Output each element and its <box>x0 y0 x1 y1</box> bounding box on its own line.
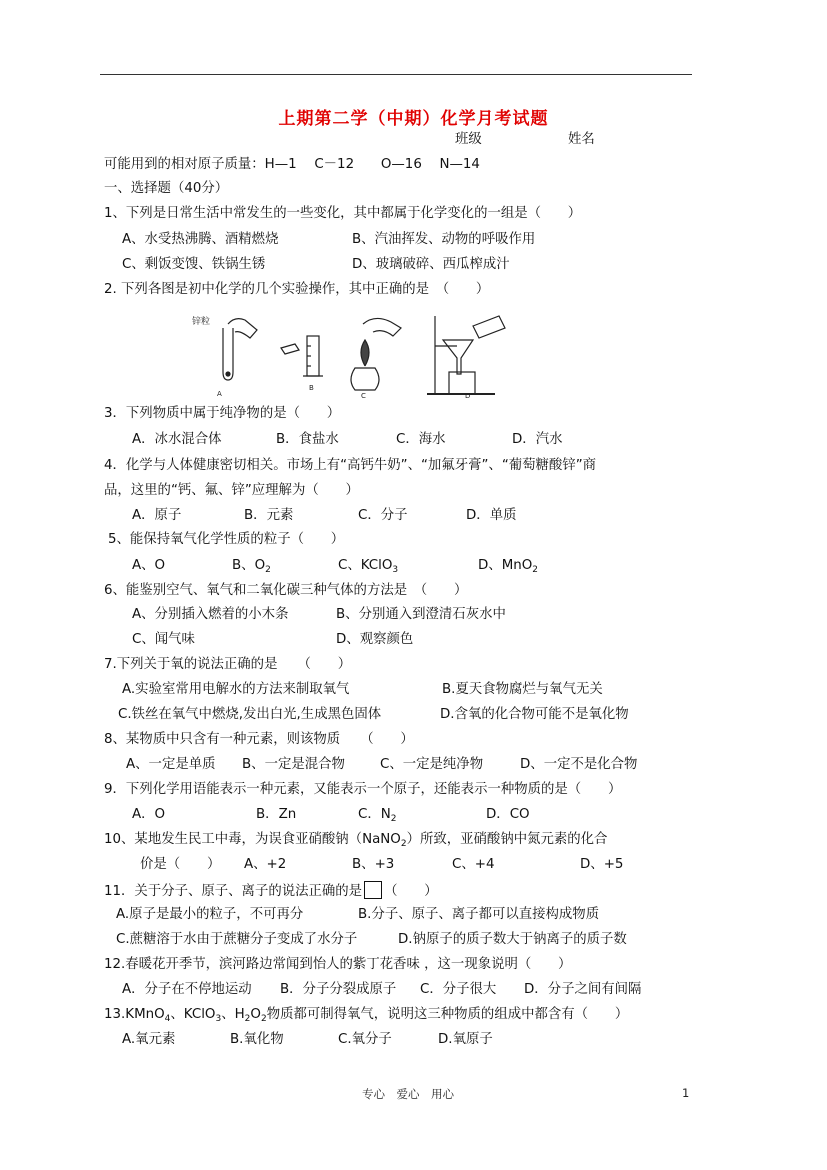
fig-zinc-label: 锌粒 <box>192 317 211 327</box>
q10-option-c: C、+4 <box>452 857 495 872</box>
q3-option-d: D．汽水 <box>512 432 563 447</box>
alcohol-lamp-c <box>351 368 379 390</box>
q4-option-d: D．单质 <box>466 508 517 523</box>
q8-stem: 8、某物质中只含有一种元素，则该物质 （ ） <box>104 732 414 747</box>
hand-a <box>228 319 257 338</box>
q9-stem: 9．下列化学用语能表示一种元素，又能表示一个原子，还能表示一种物质的是（ ） <box>104 782 622 797</box>
q7-option-c: C.铁丝在氧气中燃烧,发出白光,生成黑色固体 <box>118 707 382 722</box>
q3-option-a: A．冰水混合体 <box>132 432 222 447</box>
q1-option-b: B、汽油挥发、动物的呼吸作用 <box>352 232 536 247</box>
q11-option-c: C.蔗糖溶于水由于蔗糖分子变成了水分子 <box>116 932 358 947</box>
answer-box <box>364 881 382 899</box>
q10-stem: 10、某地发生民工中毒，为误食亚硝酸钠（NaNO$_2$）所致，亚硝酸钠中氮元素的化合 <box>104 832 608 849</box>
q5-option-c: C、KClO$_3$ <box>338 558 399 575</box>
atomic-masses: 可能用到的相对原子质量：H—1 C－12 O—16 N—14 <box>104 157 480 172</box>
q3-option-c: C．海水 <box>396 432 446 447</box>
q9-option-d: D．CO <box>486 807 530 822</box>
q10-option-b: B、+3 <box>352 857 395 872</box>
q4-stem-line1: 4．化学与人体健康密切相关。市场上有“高钙牛奶”、“加氟牙膏”、“葡萄糖酸锌”商 <box>104 458 597 473</box>
q4-option-c: C．分子 <box>358 508 408 523</box>
q8-option-c: C、一定是纯净物 <box>380 757 484 772</box>
q7-option-b: B.夏天食物腐烂与氧气无关 <box>442 682 603 697</box>
q8-option-a: A、一定是单质 <box>126 757 216 772</box>
q2-experiment-figure <box>192 310 520 400</box>
q11-option-a: A.原子是最小的粒子，不可再分 <box>116 907 304 922</box>
name-label: 姓名 <box>568 132 595 147</box>
q13-option-a: A.氧元素 <box>122 1032 176 1047</box>
q6-stem: 6、能鉴别空气、氧气和二氧化碳三种气体的方法是 （ ） <box>104 583 468 598</box>
q4-option-b: B．元素 <box>244 508 294 523</box>
q1-stem: 1、下列是日常生活中常发生的一些变化，其中都属于化学变化的一组是（ ） <box>104 206 582 221</box>
q6-option-c: C、闻气味 <box>132 632 195 647</box>
q11-option-b: B.分子、原子、离子都可以直接构成物质 <box>358 907 600 922</box>
q12-option-b: B．分子分裂成原子 <box>280 982 397 997</box>
section-heading: 一、选择题（40分） <box>104 181 229 196</box>
page-number: 1 <box>682 1086 690 1100</box>
q10-option-a: A、+2 <box>244 857 287 872</box>
q12-option-c: C．分子很大 <box>420 982 497 997</box>
q12-option-a: A．分子在不停地运动 <box>122 982 252 997</box>
q5-option-b: B、$O_2$ <box>232 558 271 575</box>
dropper-b <box>281 344 299 354</box>
q9-option-b: B．Zn <box>256 807 297 822</box>
q1-option-d: D、玻璃破碎、西瓜榨成汁 <box>352 257 510 272</box>
q10-option-d: D、+5 <box>580 857 624 872</box>
q11-option-d: D.钠原子的质子数大于钠离子的质子数 <box>398 932 627 947</box>
q9-option-c: C．$N_2$ <box>358 807 397 824</box>
lab-operations-illustration <box>192 310 520 400</box>
q9-option-a: A．O <box>132 807 166 822</box>
flame-c <box>361 340 369 366</box>
q13-option-c: C.氧分子 <box>338 1032 392 1047</box>
q6-option-d: D、观察颜色 <box>336 632 414 647</box>
q3-stem: 3．下列物质中属于纯净物的是（ ） <box>104 406 341 421</box>
page-title: 上期第二学（中期）化学月考试题 <box>278 109 549 129</box>
funnel-d <box>443 340 473 374</box>
q5-option-a: A、O <box>132 558 166 573</box>
q4-option-a: A．原子 <box>132 508 182 523</box>
q7-option-d: D.含氧的化合物可能不是氧化物 <box>440 707 629 722</box>
q8-option-d: D、一定不是化合物 <box>520 757 638 772</box>
q13-stem: 13.KMnO$_4$、KClO$_3$、$H_2O_2$物质都可制得氧气，说明这三种物质的组成中都含有（ ） <box>104 1007 629 1024</box>
q13-option-b: B.氧化物 <box>230 1032 284 1047</box>
q12-stem: 12.春暖花开季节，滨河路边常闻到怡人的紫丁花香味 ，这一现象说明（ ） <box>104 957 572 972</box>
q4-stem-line2: 品，这里的“钙、氟、锌”应理解为（ ） <box>104 483 359 498</box>
q1-option-a: A、水受热沸腾、酒精燃烧 <box>122 232 279 247</box>
class-label: 班级 <box>455 132 482 147</box>
fig-label-a: A <box>217 390 222 398</box>
q1-option-c: C、剩饭变馊、铁锅生锈 <box>122 257 266 272</box>
q5-stem: 5、能保持氧气化学性质的粒子（ ） <box>108 532 345 547</box>
q7-option-a: A.实验室常用电解水的方法来制取氧气 <box>122 682 350 697</box>
fig-label-c: C <box>361 392 366 400</box>
q7-stem: 7.下列关于氧的说法正确的是 （ ） <box>104 657 352 672</box>
q8-option-b: B、一定是混合物 <box>242 757 345 772</box>
q6-option-b: B、分别通入到澄清石灰水中 <box>336 607 506 622</box>
footer-motto: 专心 爱心 用心 <box>362 1087 454 1101</box>
pouring-beaker-d <box>473 316 505 338</box>
q10-stem-line2: 价是（ ） <box>140 857 221 872</box>
q6-option-a: A、分别插入燃着的小木条 <box>132 607 289 622</box>
q5-option-d: D、MnO$_2$ <box>478 558 539 575</box>
q2-stem: 2. 下列各图是初中化学的几个实验操作，其中正确的是 （ ） <box>104 282 490 297</box>
header-rule <box>100 74 692 75</box>
q3-option-b: B．食盐水 <box>276 432 339 447</box>
beaker-d <box>449 372 475 394</box>
q13-option-d: D.氧原子 <box>438 1032 493 1047</box>
fig-label-b: B <box>309 384 314 392</box>
hand-c <box>363 318 401 336</box>
q11-stem: 11．关于分子、原子、离子的说法正确的是 （ ） <box>104 881 438 901</box>
fig-label-d: D <box>465 392 471 400</box>
q12-option-d: D．分子之间有间隔 <box>524 982 642 997</box>
